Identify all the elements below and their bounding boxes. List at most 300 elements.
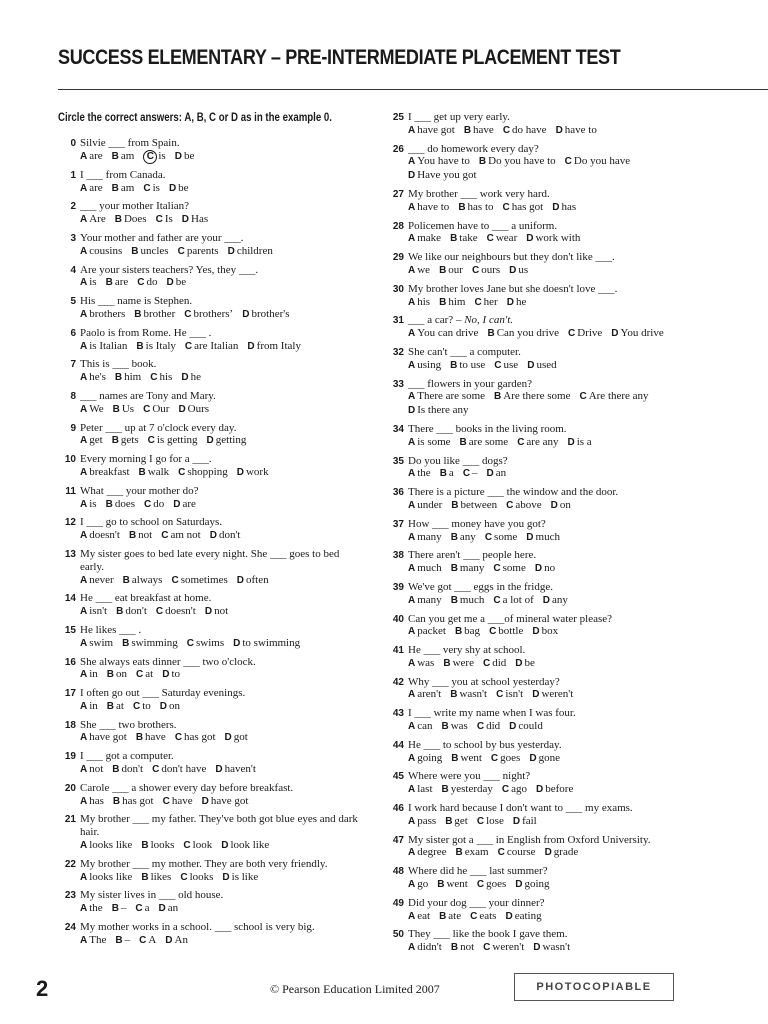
answer-option[interactable]: [187, 637, 224, 651]
answer-option[interactable]: [80, 668, 98, 682]
answer-option[interactable]: [493, 562, 525, 576]
answer-option[interactable]: [136, 731, 166, 745]
answer-option[interactable]: [437, 878, 468, 892]
option-text: have to: [417, 200, 450, 213]
answer-option[interactable]: [505, 910, 541, 924]
option-letter: C: [517, 436, 525, 448]
question-number: 43: [392, 708, 404, 720]
answer-option[interactable]: [470, 910, 496, 924]
option-letter: C: [152, 764, 160, 776]
option-text: an: [167, 902, 179, 915]
answer-option[interactable]: [156, 605, 196, 619]
answer-option[interactable]: [131, 245, 168, 259]
answer-option[interactable]: [472, 264, 500, 278]
answer-option[interactable]: [439, 910, 461, 924]
answer-option[interactable]: [80, 763, 103, 777]
answer-option[interactable]: [160, 700, 180, 714]
question-number: 20: [64, 782, 76, 794]
answer-option[interactable]: [144, 498, 164, 512]
answer-option[interactable]: [408, 941, 442, 955]
option-letter: D: [181, 214, 189, 226]
answer-option[interactable]: [228, 245, 273, 259]
answer-option[interactable]: [80, 839, 132, 853]
option-letter: A: [80, 340, 88, 352]
answer-option[interactable]: [115, 371, 141, 385]
question-item: [58, 200, 358, 227]
answer-option[interactable]: [80, 731, 127, 745]
answer-option[interactable]: [502, 783, 527, 797]
answer-option[interactable]: [529, 752, 560, 766]
answer-option[interactable]: [139, 934, 156, 948]
option-text: doesn't: [165, 605, 196, 618]
answer-option[interactable]: [156, 213, 173, 227]
answer-option[interactable]: [180, 871, 213, 885]
answer-option[interactable]: [408, 296, 430, 310]
answer-option[interactable]: [532, 625, 558, 639]
answer-option[interactable]: [173, 498, 196, 512]
answer-option[interactable]: [498, 846, 536, 860]
answer-option[interactable]: [408, 657, 434, 671]
answer-option[interactable]: [80, 934, 106, 948]
answer-option[interactable]: [113, 795, 154, 809]
answer-option[interactable]: [80, 574, 114, 588]
answer-option[interactable]: [477, 815, 504, 829]
copyright-notice: © Pearson Education Limited 2007: [270, 982, 440, 996]
answer-option[interactable]: [439, 296, 465, 310]
answer-option[interactable]: [222, 871, 258, 885]
option-text: does: [114, 497, 135, 510]
answer-option[interactable]: [408, 878, 428, 892]
answer-option[interactable]: [152, 763, 206, 777]
option-letter: D: [236, 574, 244, 586]
answer-option[interactable]: [163, 795, 193, 809]
answer-option[interactable]: [408, 720, 433, 734]
option-letter: D: [178, 403, 186, 415]
answer-option[interactable]: [165, 934, 188, 948]
option-text: can: [417, 720, 433, 733]
answer-option[interactable]: [408, 910, 430, 924]
option-text: don't: [218, 529, 241, 542]
question-stem: He ___ very shy at school.: [408, 644, 526, 657]
answer-option[interactable]: [494, 390, 570, 404]
answer-option[interactable]: [80, 700, 98, 714]
question-text: [408, 707, 700, 720]
answer-option[interactable]: [112, 182, 135, 196]
answer-option[interactable]: [80, 213, 106, 227]
answer-option[interactable]: [116, 605, 147, 619]
answer-option[interactable]: [455, 625, 480, 639]
option-letter: A: [80, 308, 88, 320]
answer-option[interactable]: [551, 499, 571, 513]
answer-option[interactable]: [408, 846, 447, 860]
answer-option[interactable]: [533, 941, 570, 955]
option-letter: A: [408, 784, 416, 796]
answer-option[interactable]: [184, 308, 233, 322]
answer-options: [408, 878, 700, 892]
answer-option[interactable]: [115, 934, 130, 948]
answer-option[interactable]: [80, 150, 103, 164]
answer-option[interactable]: [507, 296, 527, 310]
answer-option[interactable]: [175, 731, 216, 745]
answer-option[interactable]: [80, 605, 107, 619]
option-text: between: [460, 498, 498, 511]
answer-option[interactable]: [107, 668, 127, 682]
option-text: much: [417, 562, 442, 575]
answer-option[interactable]: [496, 688, 523, 702]
option-text: yesterday: [450, 783, 493, 796]
question-number: 16: [64, 656, 76, 668]
answer-option[interactable]: [408, 436, 451, 450]
answer-option[interactable]: [408, 815, 436, 829]
option-text: exam: [464, 846, 489, 859]
answer-option[interactable]: [515, 657, 535, 671]
option-letter: D: [544, 847, 552, 859]
answer-option[interactable]: [141, 839, 174, 853]
answer-option[interactable]: [175, 150, 195, 164]
answer-option[interactable]: [535, 562, 555, 576]
answer-option[interactable]: [112, 434, 139, 448]
option-letter: D: [204, 606, 213, 618]
answer-option[interactable]: [106, 276, 129, 290]
answer-option[interactable]: [464, 124, 494, 138]
option-letter: C: [184, 340, 193, 352]
question-text: [80, 390, 358, 403]
answer-option[interactable]: [451, 752, 482, 766]
answer-option[interactable]: [137, 276, 157, 290]
answer-option[interactable]: [451, 562, 485, 576]
answer-option[interactable]: [107, 700, 124, 714]
option-text: eats: [479, 909, 497, 922]
option-letter: C: [177, 245, 185, 257]
question-item: [390, 220, 700, 247]
answer-option[interactable]: [440, 467, 454, 481]
option-letter: D: [532, 626, 540, 638]
option-text: getting: [215, 434, 247, 447]
option-text: is: [158, 149, 166, 162]
answer-option[interactable]: [506, 499, 542, 513]
answer-option[interactable]: [450, 359, 485, 373]
answer-option[interactable]: [458, 201, 493, 215]
answer-option[interactable]: [408, 124, 455, 138]
answer-option[interactable]: [450, 232, 478, 246]
answer-option[interactable]: [80, 434, 103, 448]
answer-option[interactable]: [485, 531, 517, 545]
answer-option[interactable]: [185, 340, 239, 354]
answer-option[interactable]: [527, 359, 556, 373]
option-text: was: [450, 720, 468, 733]
answer-option[interactable]: [509, 720, 543, 734]
option-text: ate: [448, 909, 462, 922]
answer-option[interactable]: [80, 637, 113, 651]
answer-option[interactable]: [408, 155, 470, 169]
option-letter: A: [80, 934, 88, 946]
answer-option[interactable]: [451, 499, 497, 513]
answer-option[interactable]: [143, 403, 169, 417]
answer-option[interactable]: [80, 466, 130, 480]
answer-option[interactable]: [80, 498, 97, 512]
question-item: [390, 188, 700, 215]
option-text: likes: [150, 870, 172, 883]
question-answer-example: No, I can't.: [464, 314, 513, 327]
answer-option[interactable]: [112, 150, 135, 164]
option-letter: D: [534, 563, 543, 575]
option-letter: A: [408, 721, 416, 733]
question-item: [390, 928, 700, 955]
answer-option[interactable]: [135, 902, 149, 916]
option-text: weren't: [541, 688, 574, 701]
option-text: pass: [417, 814, 437, 827]
question-number: 25: [392, 112, 404, 123]
question-item: [58, 169, 358, 196]
answer-option[interactable]: [445, 815, 468, 829]
answer-option[interactable]: [210, 529, 241, 543]
answer-option[interactable]: [171, 574, 227, 588]
answer-option[interactable]: [408, 783, 433, 797]
option-letter: A: [80, 700, 88, 712]
answer-option[interactable]: [450, 688, 487, 702]
answer-option[interactable]: [162, 668, 180, 682]
answer-option[interactable]: [80, 308, 125, 322]
answer-option[interactable]: [80, 403, 104, 417]
answer-option[interactable]: [205, 605, 228, 619]
answer-option[interactable]: [408, 531, 442, 545]
option-text: on: [116, 668, 128, 681]
answer-option[interactable]: [80, 182, 103, 196]
option-text: wasn't: [459, 688, 488, 701]
option-letter: D: [509, 721, 517, 733]
answer-option[interactable]: [80, 795, 104, 809]
answer-option[interactable]: [207, 434, 247, 448]
answer-option[interactable]: [225, 731, 248, 745]
answer-option[interactable]: [408, 169, 477, 183]
option-letter: B: [439, 264, 447, 276]
answer-option[interactable]: [408, 232, 441, 246]
answer-option[interactable]: [112, 763, 143, 777]
answer-option[interactable]: [451, 531, 476, 545]
answer-option[interactable]: [215, 763, 256, 777]
answer-option[interactable]: [408, 499, 442, 513]
answer-option[interactable]: [242, 308, 289, 322]
answer-option[interactable]: [80, 871, 132, 885]
answer-option[interactable]: [568, 327, 602, 341]
answer-option[interactable]: [408, 264, 430, 278]
answer-option[interactable]: [113, 403, 134, 417]
answer-options: [408, 846, 700, 860]
answer-option[interactable]: [493, 594, 533, 608]
answer-option[interactable]: [408, 594, 442, 608]
answer-option[interactable]: [408, 327, 478, 341]
answer-option[interactable]: [408, 467, 431, 481]
answer-option[interactable]: [408, 688, 441, 702]
answer-option[interactable]: [408, 359, 441, 373]
answer-option[interactable]: [513, 815, 537, 829]
question-item: [390, 865, 700, 892]
answer-option[interactable]: [408, 404, 469, 418]
option-text: could: [518, 720, 543, 733]
answer-option[interactable]: [494, 359, 518, 373]
answer-option[interactable]: [136, 340, 175, 354]
answer-option[interactable]: [143, 182, 160, 196]
answer-option[interactable]: [123, 574, 163, 588]
answer-option[interactable]: [133, 700, 151, 714]
answer-option[interactable]: [237, 574, 269, 588]
answer-option[interactable]: [543, 594, 568, 608]
option-text: weren't: [492, 941, 525, 954]
answer-option[interactable]: [134, 308, 175, 322]
answer-option[interactable]: [515, 878, 549, 892]
option-letter: C: [502, 201, 510, 213]
answer-option[interactable]: [483, 941, 524, 955]
answer-option[interactable]: [233, 637, 300, 651]
answer-options: [80, 466, 358, 480]
answer-option[interactable]: [545, 846, 579, 860]
answer-options: [80, 605, 358, 619]
answer-option[interactable]: [477, 878, 506, 892]
answer-option[interactable]: [442, 720, 468, 734]
answer-option[interactable]: [477, 720, 500, 734]
answer-option[interactable]: [80, 245, 122, 259]
answer-option[interactable]: [532, 688, 573, 702]
question-stem: She can't ___ a computer.: [408, 345, 521, 358]
answer-option[interactable]: [181, 371, 201, 385]
answer-option[interactable]: [408, 625, 446, 639]
question-number: 7: [70, 359, 76, 371]
answer-option[interactable]: [150, 371, 172, 385]
answer-option[interactable]: [517, 436, 558, 450]
answer-option[interactable]: [491, 752, 520, 766]
answer-option[interactable]: [487, 232, 518, 246]
question-stem: Every morning I go for a ___.: [80, 453, 212, 466]
answer-option[interactable]: [503, 124, 547, 138]
answer-option[interactable]: [80, 529, 120, 543]
answer-option[interactable]: [115, 213, 147, 227]
answer-option[interactable]: [463, 467, 478, 481]
answer-option[interactable]: [159, 902, 179, 916]
question-stem: My brother loves Jane but she doesn't love ___.: [408, 282, 618, 295]
question-text: [80, 327, 358, 340]
answer-option[interactable]: [451, 941, 474, 955]
answer-option[interactable]: [487, 327, 559, 341]
answer-option[interactable]: [143, 150, 165, 164]
option-letter: A: [80, 277, 88, 289]
answer-option[interactable]: [141, 871, 171, 885]
answer-option[interactable]: [129, 529, 152, 543]
option-text: Is: [164, 213, 173, 226]
answer-option[interactable]: [80, 340, 127, 354]
answer-option[interactable]: [556, 124, 597, 138]
option-letter: B: [138, 466, 146, 478]
answer-option[interactable]: [80, 902, 103, 916]
option-letter: C: [494, 359, 502, 371]
question-text: [408, 455, 700, 468]
answer-option[interactable]: [122, 637, 178, 651]
option-text: at: [145, 668, 154, 681]
answer-option[interactable]: [509, 264, 528, 278]
answer-option[interactable]: [169, 182, 189, 196]
answer-options: [408, 296, 700, 310]
answer-option[interactable]: [408, 390, 485, 404]
question-item: [390, 423, 700, 450]
answer-option[interactable]: [178, 403, 209, 417]
answer-option[interactable]: [202, 795, 249, 809]
question-text: [408, 188, 700, 201]
answer-option[interactable]: [247, 340, 301, 354]
option-text: an: [495, 467, 507, 480]
option-letter: B: [450, 563, 458, 575]
answer-option[interactable]: [489, 625, 523, 639]
answer-option[interactable]: [80, 276, 97, 290]
answer-option[interactable]: [479, 155, 556, 169]
answer-option[interactable]: [483, 657, 506, 671]
answer-option[interactable]: [139, 466, 170, 480]
answer-option[interactable]: [460, 436, 509, 450]
answer-option[interactable]: [579, 390, 648, 404]
question-item: [390, 455, 700, 482]
answer-option[interactable]: [442, 783, 493, 797]
answer-option[interactable]: [443, 657, 474, 671]
answer-option[interactable]: [148, 434, 198, 448]
answer-option[interactable]: [161, 529, 200, 543]
answer-option[interactable]: [106, 498, 135, 512]
option-text: is some: [417, 435, 451, 448]
option-text: the: [417, 467, 431, 480]
answer-option[interactable]: [183, 839, 212, 853]
question-text: [408, 314, 700, 327]
option-letter: B: [141, 840, 149, 852]
option-text: wear: [495, 232, 518, 245]
answer-option[interactable]: [166, 276, 186, 290]
option-text: he's: [89, 371, 106, 384]
answer-option[interactable]: [439, 264, 463, 278]
answer-option[interactable]: [526, 232, 580, 246]
answer-option[interactable]: [408, 752, 442, 766]
option-letter: C: [502, 124, 511, 136]
answer-option[interactable]: [136, 668, 153, 682]
answer-option[interactable]: [487, 467, 507, 481]
answer-option[interactable]: [237, 466, 269, 480]
answer-option[interactable]: [408, 201, 449, 215]
answer-option[interactable]: [526, 531, 560, 545]
option-text: brother's: [251, 307, 290, 320]
answer-option[interactable]: [567, 436, 591, 450]
answer-option[interactable]: [451, 594, 485, 608]
answer-option[interactable]: [182, 213, 208, 227]
answer-option[interactable]: [552, 201, 576, 215]
option-text: Drive: [577, 327, 603, 340]
question-stem: He ___ to school by bus yesterday.: [408, 738, 562, 751]
option-text: went: [446, 878, 468, 891]
answer-option[interactable]: [503, 201, 544, 215]
answer-options: [80, 763, 358, 777]
answer-option[interactable]: [112, 902, 127, 916]
answer-option[interactable]: [178, 245, 219, 259]
answer-option[interactable]: [565, 155, 630, 169]
answer-option[interactable]: [474, 296, 497, 310]
option-letter: D: [221, 840, 229, 852]
answer-option[interactable]: [178, 466, 228, 480]
answer-option[interactable]: [611, 327, 663, 341]
answer-option[interactable]: [456, 846, 489, 860]
option-text: make: [417, 232, 442, 245]
option-letter: B: [445, 815, 453, 827]
option-letter: D: [526, 233, 534, 245]
answer-option[interactable]: [80, 371, 106, 385]
option-text: in: [89, 699, 98, 712]
answer-option[interactable]: [221, 839, 269, 853]
answer-option[interactable]: [536, 783, 573, 797]
option-text: are some: [468, 435, 509, 448]
answer-option[interactable]: [408, 562, 442, 576]
